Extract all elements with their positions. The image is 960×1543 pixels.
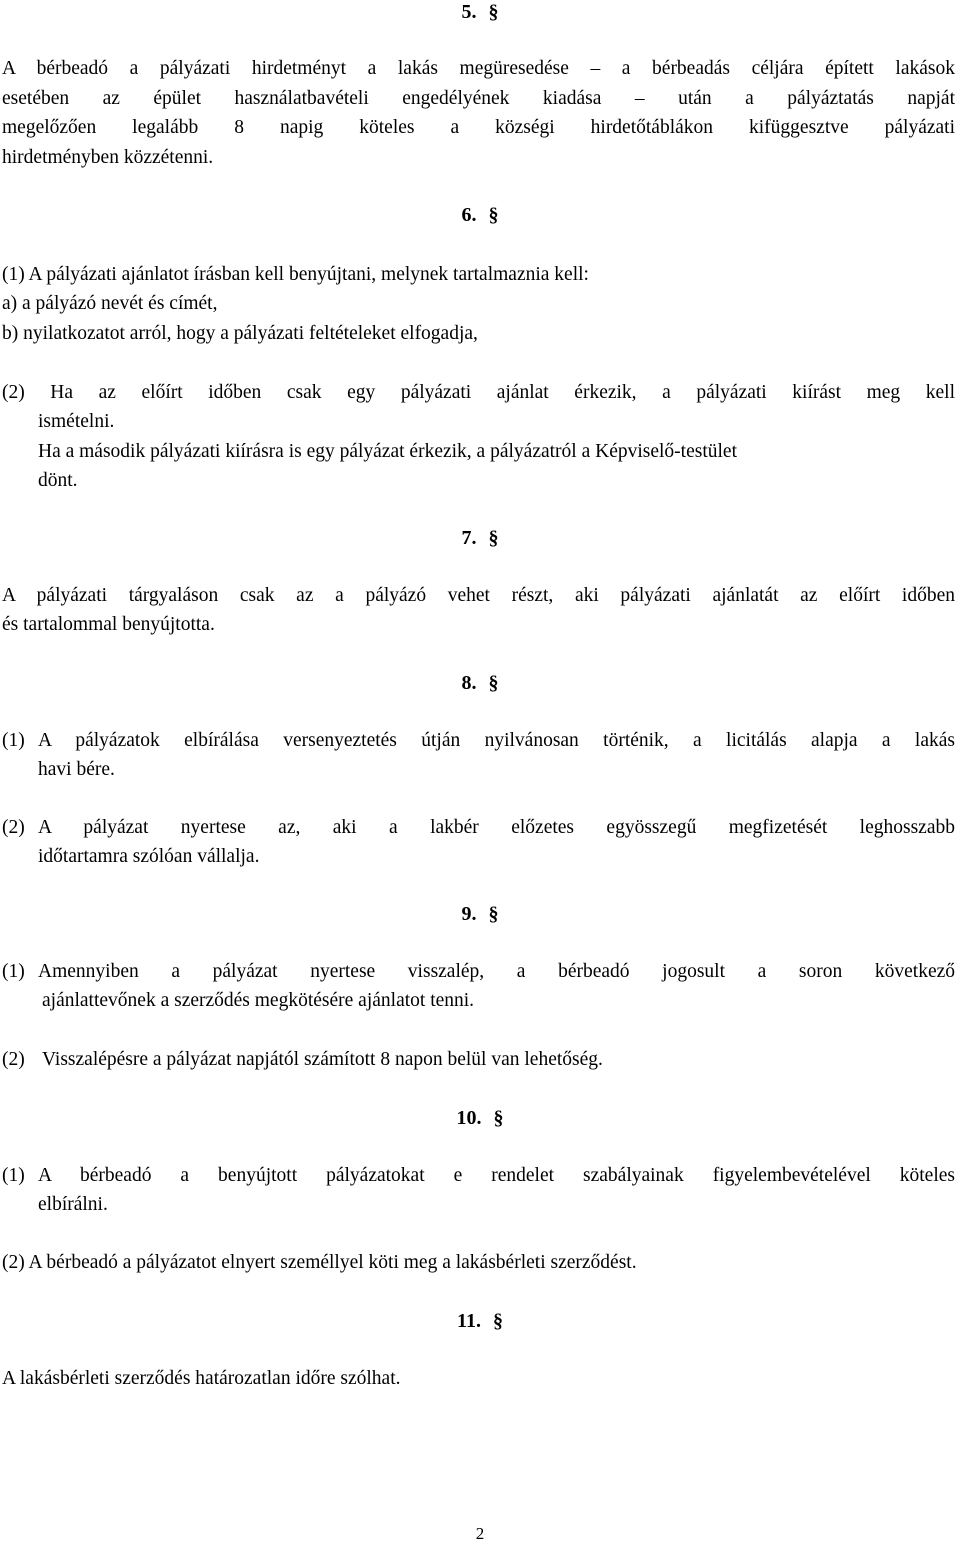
section-11-heading [380,1311,580,1331]
page-number: 2 [475,1524,485,1543]
section-7-text-line-1: A pályázati tárgyaláson csak az a pályázó vehet részt, aki pályázati ajánlatát az előírt időben [2,585,955,606]
paragraph-number: (1) [2,730,25,751]
section-10-paragraph-2: (2) A bérbeadó a pályázatot elnyert személlyel köti meg a lakásbérleti szerződést. [2,1252,637,1273]
section-number: 8. [461,672,477,694]
section-8-paragraph-1-line-1: A pályázatok elbírálása versenyeztetés útján nyilvánosan történik, a licitálás alapja a lakás [38,730,955,751]
section-10-heading [380,1108,580,1128]
paragraph-number: (2) [2,1049,25,1070]
section-5-text-line-3: megelőzően legalább 8 napig köteles a községi hirdetőtáblákon kifüggesztve pályázati [2,117,955,138]
section-number: 7. [461,527,477,549]
section-number: 6. [461,204,477,226]
section-6-paragraph-2-line-4: dönt. [38,470,78,491]
section-6-paragraph-2-line-1: (2) Ha az előírt időben csak egy pályázati ajánlat érkezik, a pályázati kiírást meg kell [2,382,955,403]
section-8-paragraph-2-line-2: időtartamra szólóan vállalja. [38,846,260,867]
section-8-heading [380,673,580,693]
section-6-paragraph-1: (1) A pályázati ajánlatot írásban kell benyújtani, melynek tartalmaznia kell: [2,264,589,285]
section-9-paragraph-2: Visszalépésre a pályázat napjától számított 8 napon belül van lehetőség. [42,1049,603,1070]
paragraph-number: (1) [2,961,25,982]
section-9-paragraph-1-line-2: ajánlattevőnek a szerződés megkötésére ajánlatot tenni. [42,990,475,1011]
section-number: 11. [457,1310,481,1332]
section-11-text: A lakásbérleti szerződés határozatlan időre szólhat. [2,1368,401,1389]
section-9-heading [380,904,580,924]
section-5-text-line-4: hirdetményben közzétenni. [2,147,214,168]
section-6-heading [380,205,580,225]
section-8-paragraph-1-line-2: havi bére. [38,759,115,780]
paragraph-number: (2) [2,817,25,838]
section-number: 5. [461,1,477,23]
section-sign: § [492,1310,503,1332]
section-sign: § [488,672,499,694]
section-sign: § [488,527,499,549]
section-sign: § [493,1107,504,1129]
section-sign: § [488,204,499,226]
section-6-item-b: b) nyilatkozatot arról, hogy a pályázati feltételeket elfogadja, [2,323,478,344]
section-10-paragraph-1-line-1: A bérbeadó a benyújtott pályázatokat e rendelet szabályainak figyelembevételével köteles [38,1165,955,1186]
section-sign: § [488,1,499,23]
section-sign: § [488,903,499,925]
section-number: 10. [456,1107,482,1129]
section-5-heading [380,2,580,22]
section-10-paragraph-1-line-2: elbírálni. [38,1194,108,1215]
section-5-text-line-2: esetében az épület használatbavételi engedélyének kiadása – után a pályáztatás napját [2,88,955,109]
section-number: 9. [461,903,477,925]
section-6-paragraph-2-line-2: ismételni. [38,411,115,432]
section-9-paragraph-1-line-1: Amennyiben a pályázat nyertese visszalép, a bérbeadó jogosult a soron következő [38,961,955,982]
section-8-paragraph-2-line-1: A pályázat nyertese az, aki a lakbér előzetes egyösszegű megfizetését leghosszabb [38,817,955,838]
section-5-text-line-1: A bérbeadó a pályázati hirdetményt a lakás megüresedése – a bérbeadás céljára épített lakások [2,58,955,79]
section-7-heading [380,528,580,548]
paragraph-number: (1) [2,1165,25,1186]
section-7-text-line-2: és tartalommal benyújtotta. [2,614,215,635]
section-6-paragraph-2-line-3: Ha a második pályázati kiírásra is egy pályázat érkezik, a pályázatról a Képviselő-testület [38,441,737,462]
section-6-item-a: a) a pályázó nevét és címét, [2,293,218,314]
